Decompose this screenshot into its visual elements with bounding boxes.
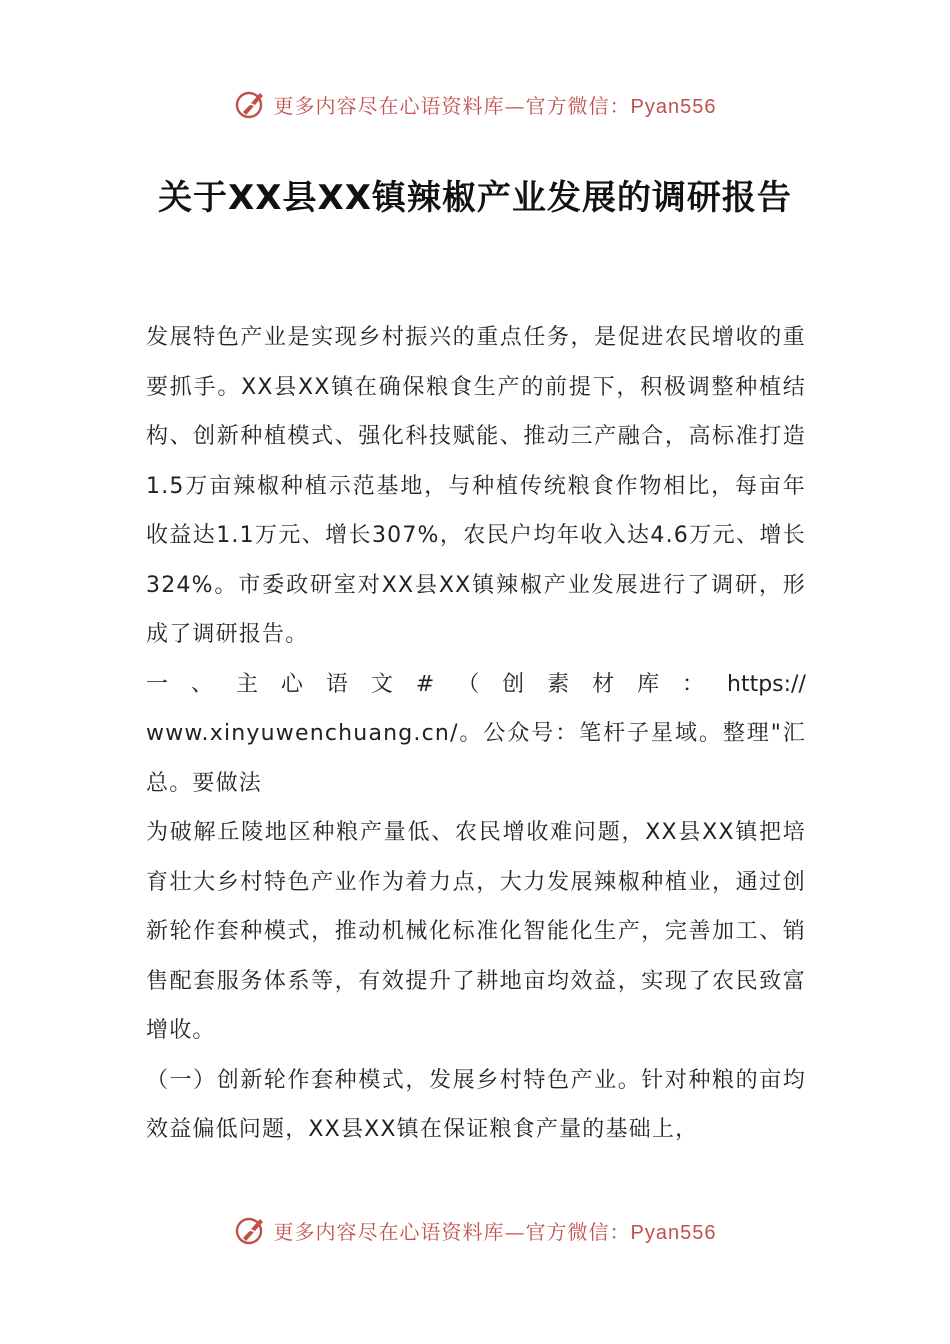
heading-char: # [415,671,435,697]
paragraph-3: （一）创新轮作套种模式，发展乡村特色产业。针对种粮的亩均效益偏低问题，XX县XX镇在保证粮食产量的基础上， [146,1067,806,1142]
watermark-separator: — [504,1219,526,1244]
section-heading-1 [146,660,806,710]
heading-char: 主 [235,671,258,697]
heading-char: （ [457,671,480,697]
header-watermark [0,84,950,124]
section-heading-1-continued: www.xinyuwenchuang.cn/。公众号：笔杆子星域。整理"汇总。要做法 [146,721,806,796]
heading-link-start: https:// [727,671,806,697]
heading-char: 心 [280,671,303,697]
watermark-brand: 更多内容尽在心语资料库 [273,93,505,118]
heading-char: 语 [325,671,348,697]
document-body [146,313,806,1155]
pen-circle-logo-icon [234,87,268,121]
intro-paragraph: 发展特色产业是实现乡村振兴的重点任务，是促进农民增收的重要抓手。XX县XX镇在确保粮食生产的前提下，积极调整种植结构、创新种植模式、强化科技赋能、推动三产融合，高标准打造1.5万亩辣椒种植示范基地，与种植传统粮食作物相比，每亩年收益达1.1万元、增长307%，农民户均年收入达4.6万元、增长324%。市委政研室对XX县XX镇辣椒产业发展进行了调研，形成了调研报告。 [146,325,806,647]
paragraph-2: 为破解丘陵地区种粮产量低、农民增收难问题，XX县XX镇把培育壮大乡村特色产业作为着力点，大力发展辣椒种植业，通过创新轮作套种模式，推动机械化标准化智能化生产，完善加工、销售配套服务体系等，有效提升了耕地亩均效益，实现了农民致富增收。 [146,820,806,1043]
watermark-brand: 更多内容尽在心语资料库 [273,1219,505,1244]
watermark-wechat-label: 官方微信： [525,1219,631,1244]
heading-char: 库 [637,671,660,697]
heading-char: 一 [146,671,169,697]
footer-watermark [0,1210,950,1250]
heading-char: 文 [370,671,393,697]
pen-circle-logo-icon [234,1213,268,1247]
heading-char: 、 [190,671,213,697]
watermark-wechat-id: Pyan556 [630,95,717,118]
watermark-wechat-id: Pyan556 [630,1221,717,1244]
heading-char: 素 [547,671,570,697]
watermark-wechat-label: 官方微信： [525,93,631,118]
heading-char: 材 [592,671,615,697]
watermark-text [274,1216,717,1245]
document-title: 关于XX县XX镇辣椒产业发展的调研报告 [158,178,792,218]
watermark-text [274,90,717,119]
watermark-separator: — [504,93,526,118]
heading-char: 创 [502,671,525,697]
heading-char: ： [682,671,705,697]
